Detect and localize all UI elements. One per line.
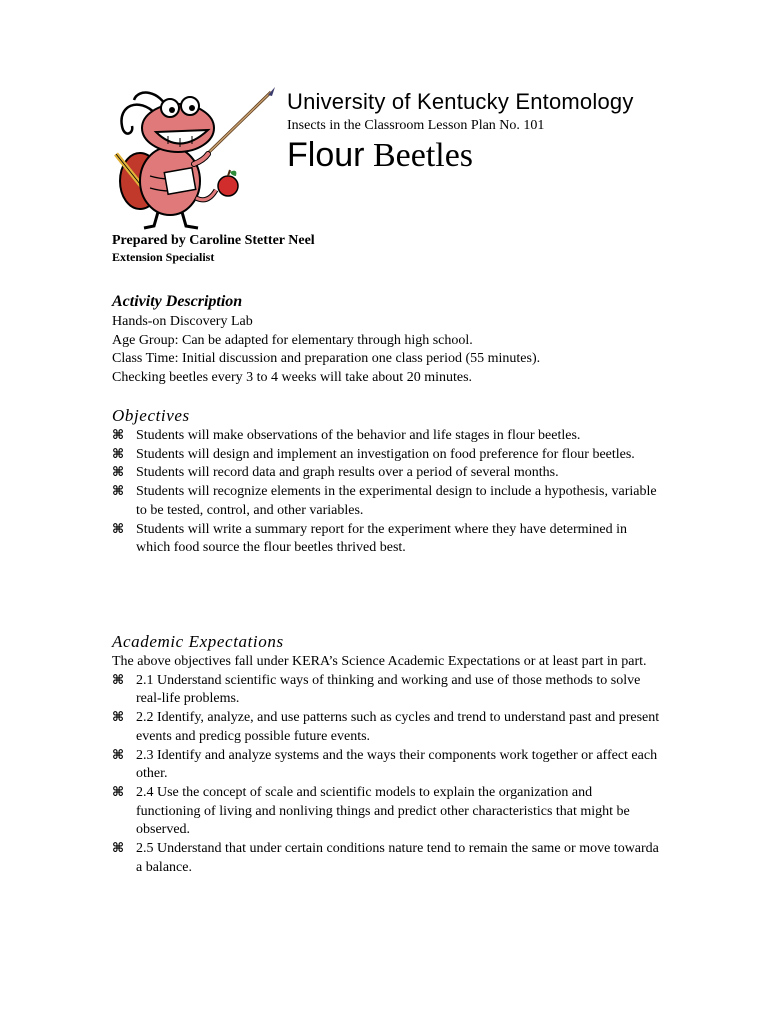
command-key-icon: ⌘ — [112, 747, 125, 763]
expectations-intro: The above objectives fall under KERA’s Science Academic Expectations or at least part in part. — [112, 654, 647, 669]
list-item-text: 2.3 Identify and analyze systems and the ways their components work together or affect each other. — [136, 747, 658, 782]
list-item — [112, 709, 660, 746]
list-item — [112, 840, 660, 877]
activity-description-section — [112, 291, 660, 388]
list-item-text: 2.1 Understand scientific ways of thinking and working and use of those methods to solve real-life problems. — [136, 672, 641, 707]
list-item-text: 2.2 Identify, analyze, and use patterns such as cycles and trend to understand past and present events and predicg possible future events. — [136, 710, 660, 744]
list-item — [112, 446, 660, 465]
organization-name: University of Kentucky Entomology — [287, 89, 634, 114]
list-item — [112, 427, 660, 446]
list-item — [112, 521, 660, 558]
list-item-text: Students will record data and graph results over a period of several months. — [136, 465, 559, 481]
list-item — [112, 464, 660, 483]
page-title-part-1: Flour — [287, 136, 365, 174]
objectives-section — [112, 405, 660, 558]
activity-line: Checking beetles every 3 to 4 weeks will take about 20 minutes. — [112, 370, 473, 386]
command-key-icon: ⌘ — [112, 710, 125, 726]
author-line: Prepared by Caroline Stetter Neel — [112, 233, 315, 248]
teacher-bug-mascot-illustration — [108, 86, 283, 232]
list-item — [112, 747, 660, 784]
list-item-text: Students will recognize elements in the experimental design to include a hypothesis, variable to be tested, control, and other variables. — [136, 484, 657, 518]
command-key-icon: ⌘ — [112, 465, 125, 481]
command-key-icon: ⌘ — [112, 484, 125, 500]
lesson-plan-subtitle: Insects in the Classroom Lesson Plan No. 101 — [287, 118, 545, 133]
activity-heading: Activity Description — [112, 293, 243, 310]
expectations-heading: Academic Expectations — [112, 632, 284, 651]
command-key-icon: ⌘ — [112, 521, 125, 537]
list-item — [112, 784, 660, 840]
command-key-icon: ⌘ — [112, 784, 125, 800]
activity-line: Age Group: Can be adapted for elementary through high school. — [112, 332, 473, 348]
list-item — [112, 672, 660, 709]
list-item-text: 2.4 Use the concept of scale and scientific models to explain the organization and functioning of living and nonliving things and predict other characteristics that might be observed. — [136, 784, 630, 838]
page-title-part-2: Beetles — [364, 137, 474, 174]
author-role: Extension Specialist — [112, 250, 215, 264]
list-item — [112, 483, 660, 520]
expectations-list — [112, 672, 660, 878]
objectives-heading: Objectives — [112, 406, 190, 425]
list-item-text: Students will design and implement an investigation on food preference for flour beetles. — [136, 446, 635, 462]
command-key-icon: ⌘ — [112, 841, 125, 857]
activity-line: Hands-on Discovery Lab — [112, 314, 253, 329]
list-item-text: Students will make observations of the behavior and life stages in flour beetles. — [136, 428, 581, 443]
list-item-text: Students will write a summary report for the experiment where they have determined in which food source the flour beetles thrived best. — [136, 521, 628, 556]
list-item-text: 2.5 Understand that under certain conditions nature tend to remain the same or move towarda a balance. — [136, 841, 659, 875]
page-title — [287, 135, 473, 175]
objectives-list — [112, 427, 660, 558]
command-key-icon: ⌘ — [112, 446, 125, 462]
command-key-icon: ⌘ — [112, 672, 125, 688]
command-key-icon: ⌘ — [112, 428, 125, 443]
academic-expectations-section — [112, 631, 660, 877]
activity-line: Class Time: Initial discussion and preparation one class period (55 minutes). — [112, 351, 541, 367]
